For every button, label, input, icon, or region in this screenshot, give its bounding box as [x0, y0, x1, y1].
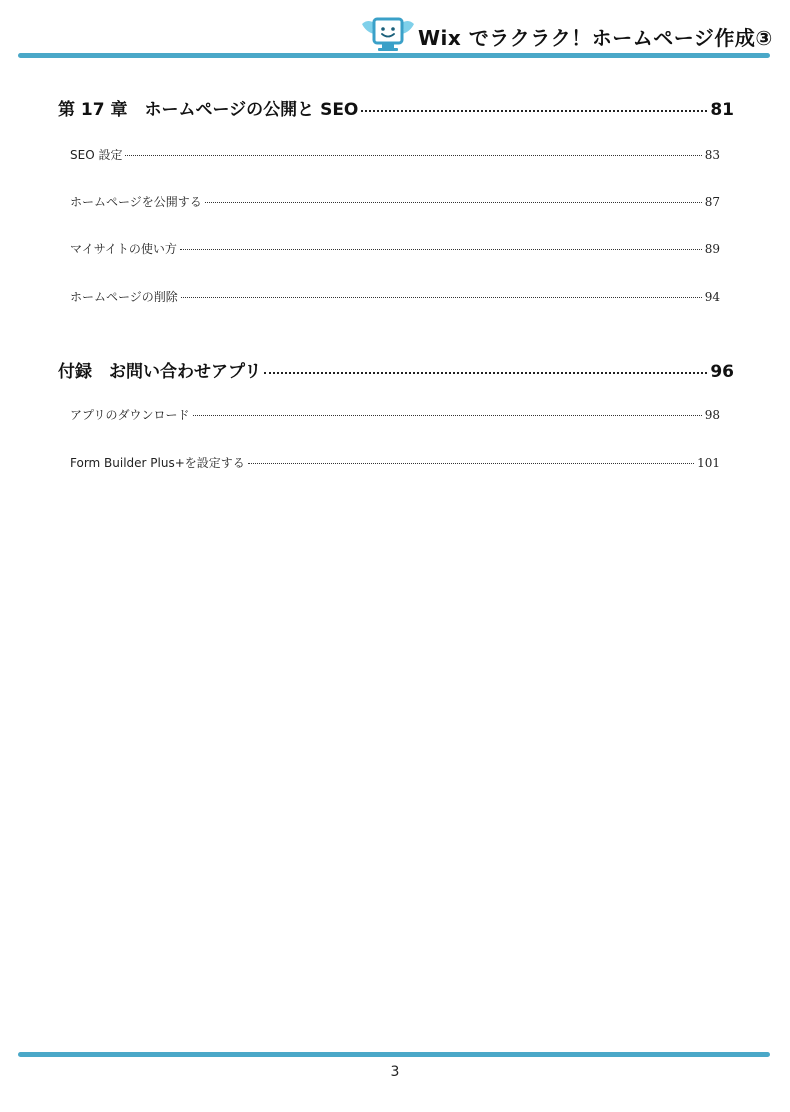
section-page: 87 [704, 195, 720, 209]
chapter-title: 付録 お問い合わせアプリ [58, 362, 262, 382]
section-page: 101 [697, 456, 720, 470]
section-title: ホームページの削除 [70, 290, 178, 304]
toc-section-app-download[interactable] [70, 406, 720, 423]
toc-appendix[interactable] [58, 357, 734, 382]
section-title: Form Builder Plus+を設定する [70, 456, 245, 470]
dot-leader [205, 202, 702, 203]
chapter-title: 第 17 章 ホームページの公開と SEO [58, 100, 359, 120]
section-page: 98 [704, 408, 720, 422]
header-divider [18, 53, 770, 58]
section-page: 83 [704, 148, 720, 162]
dot-leader [180, 249, 702, 250]
section-title: ホームページを公開する [70, 195, 202, 209]
section-title: マイサイトの使い方 [70, 242, 177, 256]
section-title: アプリのダウンロード [70, 408, 190, 422]
chapter-page: 96 [710, 362, 734, 382]
footer-divider [18, 1052, 770, 1057]
header [360, 16, 780, 54]
toc-section-my-sites[interactable] [70, 240, 720, 257]
dot-leader [248, 463, 694, 464]
chapter-page: 81 [710, 100, 734, 120]
smiling-monitor-icon [360, 16, 416, 52]
dot-leader [125, 155, 701, 156]
toc-section-delete[interactable] [70, 288, 720, 305]
section-page: 94 [704, 290, 720, 304]
section-title: SEO 設定 [70, 148, 123, 162]
header-title: Wix でラクラク！ホームページ作成③ [418, 26, 773, 50]
toc-section-publish[interactable] [70, 193, 720, 210]
toc-chapter-17[interactable] [58, 95, 734, 120]
dot-leader [193, 415, 702, 416]
dot-leader [264, 372, 707, 374]
section-page: 89 [704, 242, 720, 256]
page-number: 3 [390, 1064, 400, 1080]
dot-leader [361, 110, 707, 112]
dot-leader [181, 297, 702, 298]
toc-section-form-builder[interactable] [70, 454, 720, 471]
toc-section-seo-settings[interactable] [70, 146, 720, 163]
